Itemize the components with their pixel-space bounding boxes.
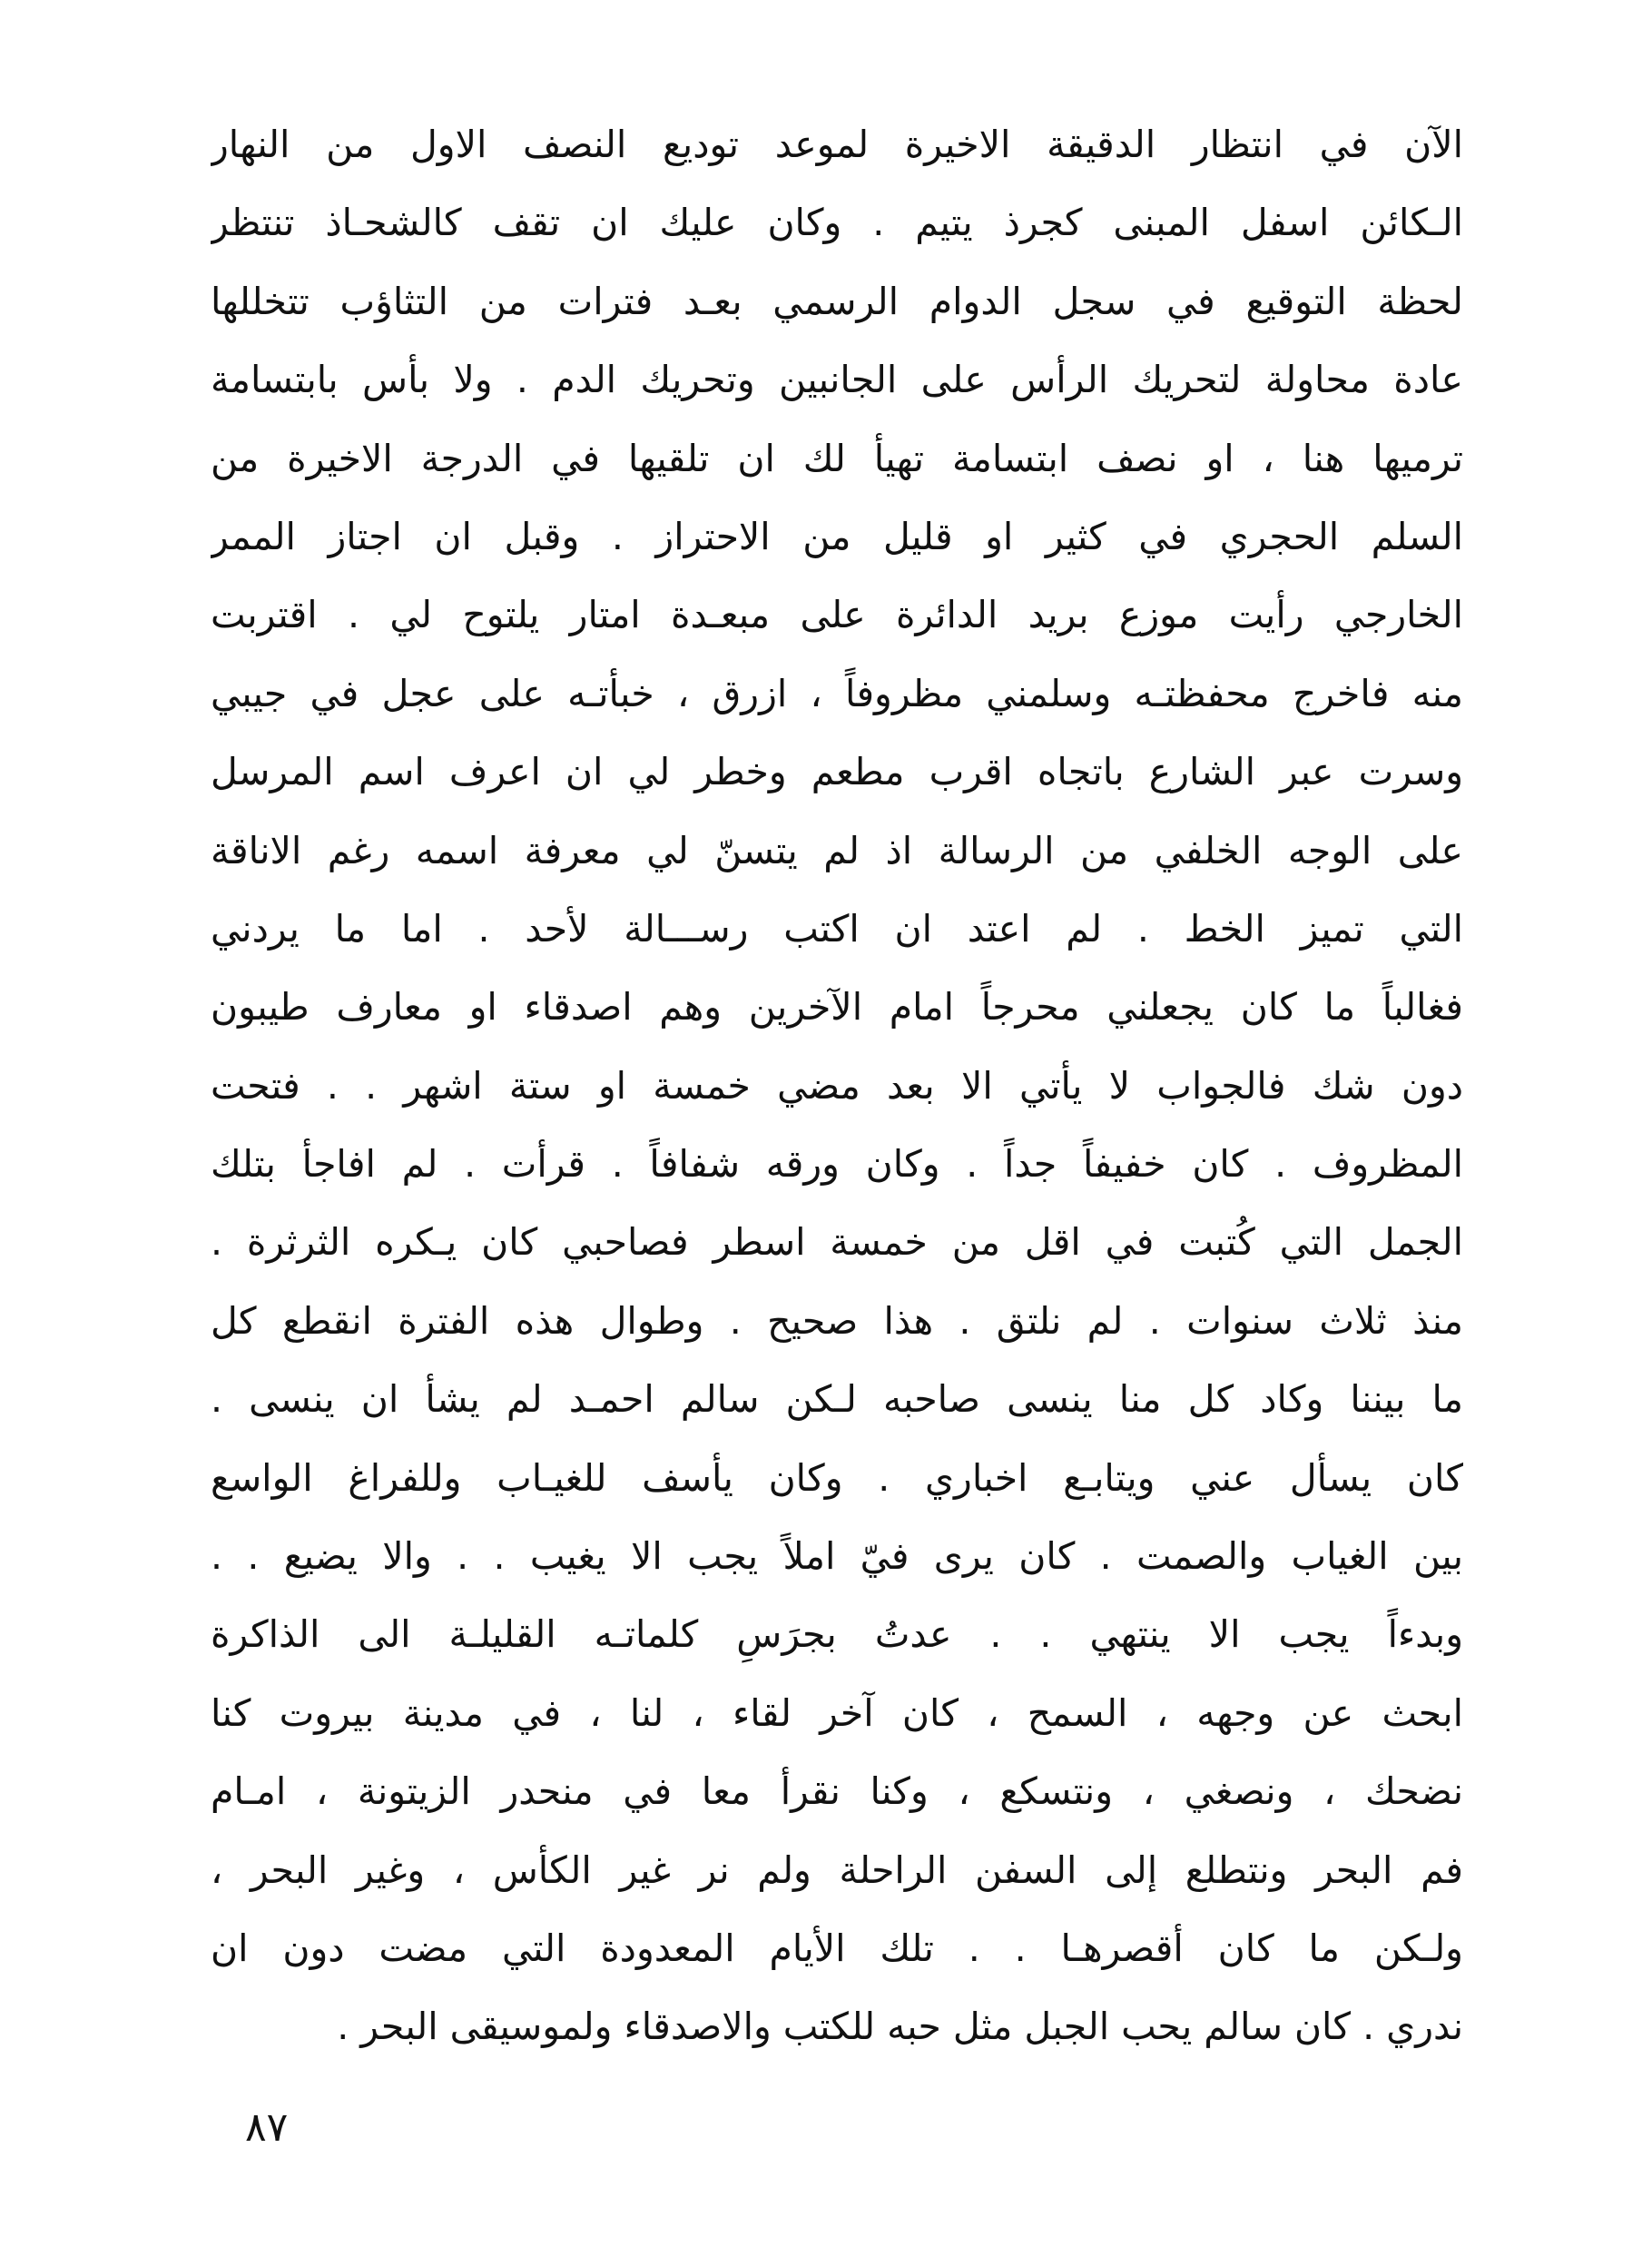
text-line: فغالباً ما كان يجعلني محرجاً امام الآخرين وهم اصدقاء او معارف طيبون <box>211 985 1463 1030</box>
text-line: ولـكن ما كان أقصرهـا . . تلك الأيام المعدودة التي مضت دون ان <box>211 1926 1463 1970</box>
text-line: ندري . كان سالم يحب الجبل مثل حبه للكتب والاصدقاء ولموسيقى البحر . <box>337 2005 1463 2049</box>
text-line: بين الغياب والصمت . كان يرى فيّ املاً يجب الا يغيب . . والا يضيع . . <box>211 1534 1463 1579</box>
text-line: الجمل التي كُتبت في اقل من خمسة اسطر فصاحبي كان يـكره الثرثرة . <box>211 1220 1463 1265</box>
text-line: ترميها هنا ، او نصف ابتسامة تهيأ لك ان تلقيها في الدرجة الاخيرة من <box>211 436 1463 480</box>
text-line: الـكائن اسفل المبنى كجرذ يتيم . وكان عليك ان تقف كالشحـاذ تنتظر <box>211 201 1463 245</box>
text-line: على الوجه الخلفي من الرسالة اذ لم يتسنّ لي معرفة اسمه رغم الاناقة <box>211 828 1463 872</box>
text-line: منه فاخرج محفظتـه وسلمني مظروفاً ، ازرق ، خبأتـه على عجل في جيبي <box>211 671 1463 715</box>
text-line: كان يسأل عني ويتابـع اخباري . وكان يأسف للغيـاب وللفراغ الواسع <box>211 1455 1463 1500</box>
body-text <box>211 105 1463 2066</box>
text-line: وسرت عبر الشارع باتجاه اقرب مطعم وخطر لي ان اعرف اسم المرسل <box>211 750 1463 794</box>
text-line: منذ ثلاث سنوات . لم نلتق . هذا صحيح . وطوال هذه الفترة انقطع كل <box>211 1298 1463 1343</box>
text-line: لحظة التوقيع في سجل الدوام الرسمي بعـد فترات من التثاؤب تتخللها <box>211 279 1463 323</box>
text-line: عادة محاولة لتحريك الرأس على الجانبين وتحريك الدم . ولا بأس بابتسامة <box>211 358 1463 402</box>
text-line: المظروف . كان خفيفاً جداً . وكان ورقه شفافاً . قرأت . لم افاجأ بتلك <box>211 1142 1463 1187</box>
text-line: ما بيننا وكاد كل منا ينسى صاحبه لـكن سالم احمـد لم يشأ ان ينسى . <box>211 1377 1463 1422</box>
text-line: وبدءاً يجب الا ينتهي . . عدتُ بجرَسِ كلماتـه القليلـة الى الذاكرة <box>211 1612 1463 1657</box>
text-line: السلم الحجري في كثير او قليل من الاحتراز . وقبل ان اجتاز الممر <box>211 514 1463 558</box>
page-number: ٨٧ <box>245 2104 289 2151</box>
text-line: الآن في انتظار الدقيقة الاخيرة لموعد توديع النصف الاول من النهار <box>211 123 1463 166</box>
text-line: فم البحر ونتطلع إلى السفن الراحلة ولم نر غير الكأس ، وغير البحر ، <box>211 1847 1463 1892</box>
text-line: ابحث عن وجهه ، السمح ، كان آخر لقاء ، لنا ، في مدينة بيروت كنا <box>211 1690 1463 1735</box>
text-line: دون شك فالجواب لا يأتي الا بعد مضي خمسة او ستة اشهر . . فتحت <box>211 1063 1463 1108</box>
text-line: التي تميز الخط . لم اعتد ان اكتب رســـالة لأحد . اما ما يردني <box>211 906 1463 951</box>
text-line: نضحك ، ونصغي ، ونتسكع ، وكنا نقرأ معا في منحدر الزيتونة ، امـام <box>211 1769 1463 1814</box>
text-line: الخارجي رأيت موزع بريد الدائرة على مبعـدة امتار يلتوح لي . اقتربت <box>211 593 1463 637</box>
